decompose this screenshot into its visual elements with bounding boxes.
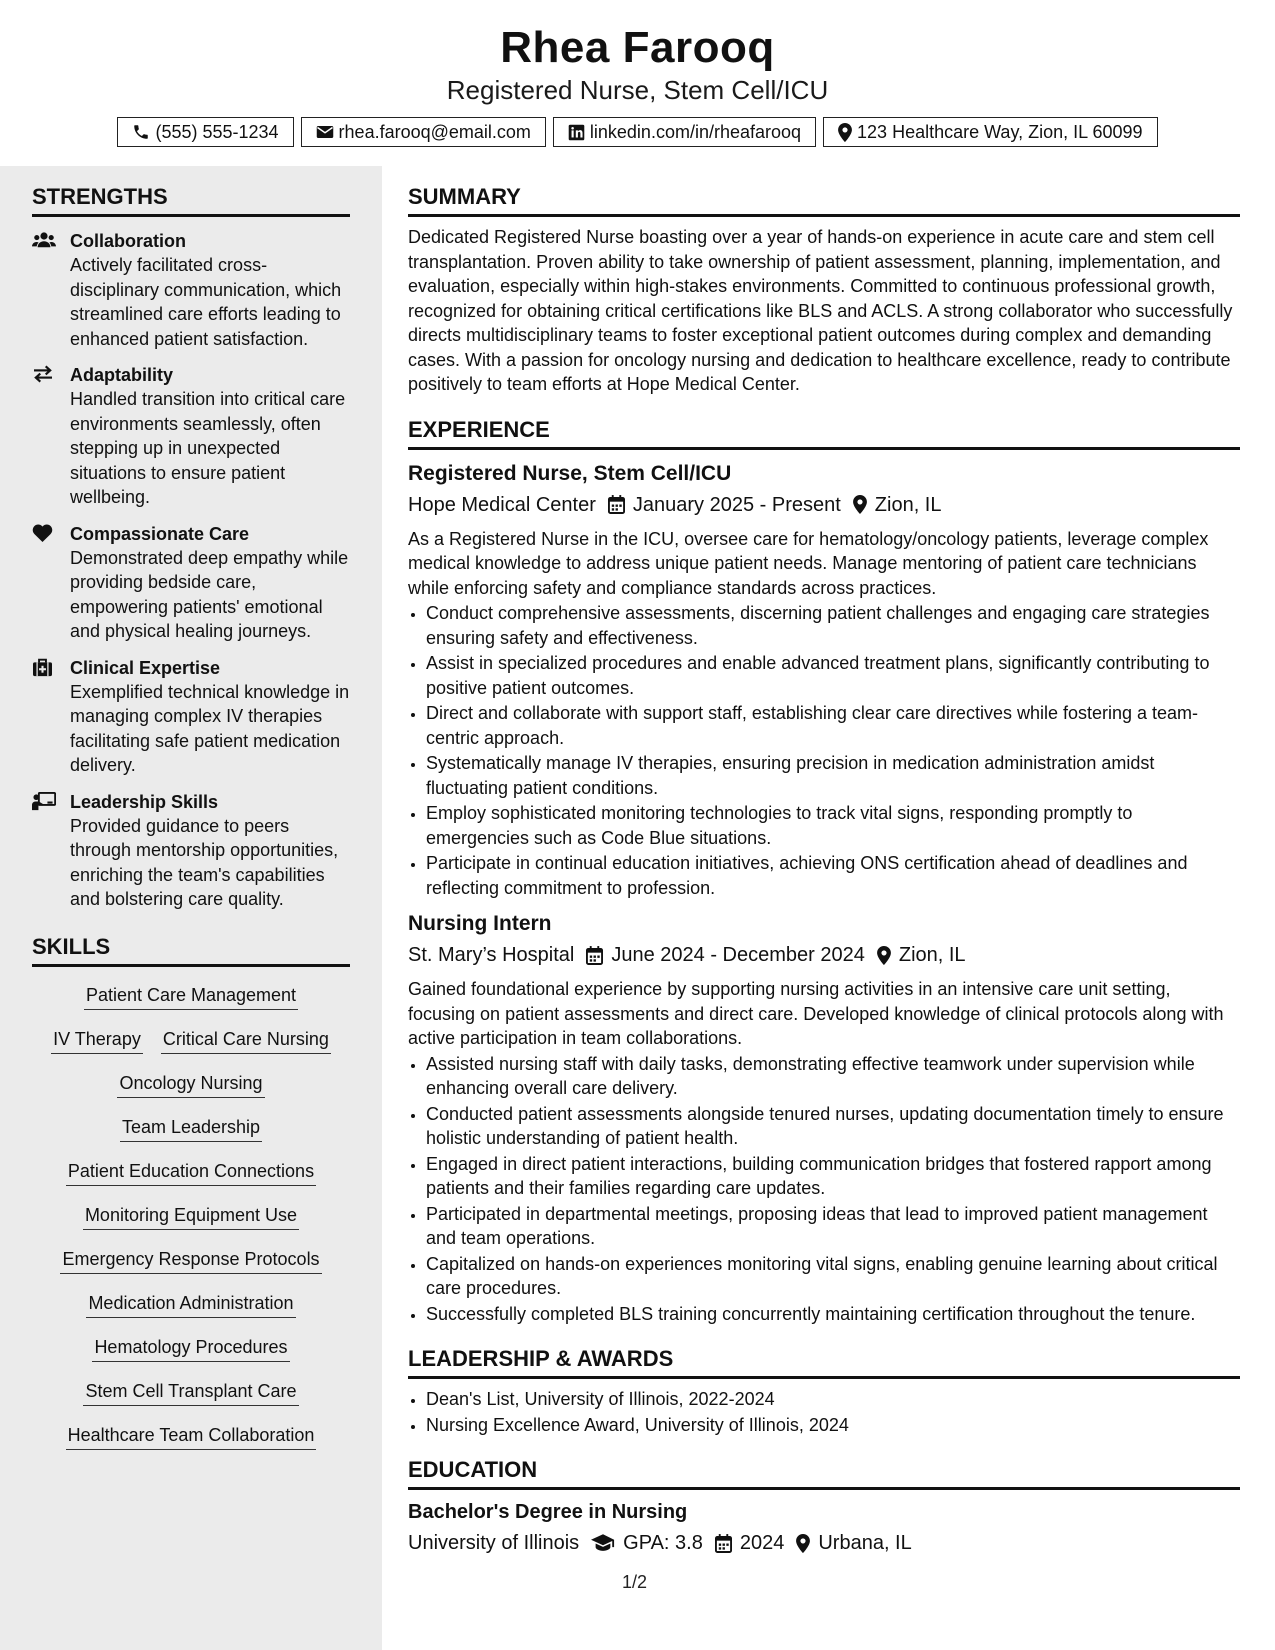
job-location: Zion, IL (898, 944, 966, 966)
skill-tag: Team Leadership (120, 1115, 262, 1142)
skill-row (32, 983, 350, 1010)
contact-bar (0, 117, 1275, 147)
strength-desc: Demonstrated deep empathy while providing bedside care, empowering patients' emotional and physical healing journeys. (70, 547, 349, 641)
job-description: Gained foundational experience by supporting nursing activities in an intensive care unit setting, focusing on patient assessments and direct care. Developed knowledge of clinical protocols along with active participation in team collaborations. (408, 979, 1224, 1048)
skill-row (32, 1379, 350, 1406)
job-bullets (408, 601, 1240, 900)
list-item: • Conducted patient assessments alongside tenured nurses, updating documentation timely to ensure holistic understanding of patient health. (426, 1102, 1240, 1151)
gpa: GPA: 3.8 (623, 1532, 703, 1554)
strengths-heading: STRENGTHS (32, 184, 350, 217)
sidebar (0, 166, 382, 1650)
skill-tag: Critical Care Nursing (161, 1027, 331, 1054)
phone-icon (132, 123, 150, 141)
contact-address[interactable] (823, 117, 1158, 147)
strength-title: Collaboration (70, 231, 186, 251)
map-pin-icon (796, 1534, 810, 1553)
skill-row (32, 1291, 350, 1318)
skills-heading: SKILLS (32, 934, 350, 967)
skill-row (32, 1247, 350, 1274)
strength-item (32, 522, 350, 644)
skill-row (32, 1071, 350, 1098)
skill-tag: Monitoring Equipment Use (83, 1203, 299, 1230)
job-company: Hope Medical Center (408, 493, 596, 516)
awards-list (408, 1387, 1240, 1437)
graduation-year: 2024 (739, 1532, 785, 1554)
experience-heading: EXPERIENCE (408, 417, 1240, 450)
contact-email-text: rhea.farooq@email.com (338, 121, 531, 142)
school-location: Urbana, IL (818, 1532, 912, 1554)
linkedin-icon (568, 124, 585, 141)
job-title: Nursing Intern (408, 912, 552, 935)
strength-item (32, 790, 350, 912)
list-item: • Nursing Excellence Award, University of Illinois, 2024 (426, 1413, 1240, 1438)
summary-section (408, 184, 1240, 397)
summary-heading: SUMMARY (408, 184, 1240, 217)
strength-title: Leadership Skills (70, 791, 219, 812)
teacher-board-icon (32, 790, 70, 912)
school-name: University of Illinois (408, 1532, 580, 1554)
contact-address-text: 123 Healthcare Way, Zion, IL 60099 (857, 121, 1143, 142)
skill-row (32, 1423, 350, 1450)
skill-tag: IV Therapy (51, 1027, 143, 1054)
list-item: • Dean's List, University of Illinois, 2022-2024 (426, 1387, 1240, 1412)
contact-phone-text: (555) 555-1234 (155, 121, 279, 142)
skills-list (32, 983, 350, 1450)
map-pin-icon (877, 946, 891, 965)
strength-desc: Exemplified technical knowledge in managing complex IV therapies facilitating safe patient medication delivery. (70, 681, 350, 775)
education-section (408, 1457, 1240, 1557)
strength-desc: Handled transition into critical care environments seamlessly, often stepping up in unexpected situations to ensure patient wellbeing. (70, 389, 346, 507)
experience-section (408, 417, 1240, 1327)
contact-email[interactable] (301, 117, 546, 147)
skill-tag: Hematology Procedures (92, 1335, 289, 1362)
degree-title: Bachelor's Degree in Nursing (408, 1501, 688, 1523)
heart-icon (32, 522, 70, 644)
main-content (408, 166, 1240, 1557)
skill-row (32, 1203, 350, 1230)
list-item: • Participate in continual education initiatives, achieving ONS certification ahead of deadlines and reflecting commitment to profession. (426, 851, 1240, 900)
envelope-icon (316, 124, 334, 140)
job-location: Zion, IL (874, 493, 942, 516)
medical-kit-icon (32, 656, 70, 778)
strength-item (32, 363, 350, 510)
awards-heading: LEADERSHIP & AWARDS (408, 1346, 1240, 1379)
strength-title: Adaptability (70, 365, 174, 385)
list-item: • Participated in departmental meetings, proposing ideas that lead to improved patient management and team operations. (426, 1202, 1240, 1251)
skill-row (32, 1115, 350, 1142)
list-item: • Conduct comprehensive assessments, discerning patient challenges and engaging care strategies ensuring safety and effectiveness. (426, 601, 1240, 650)
job-description: As a Registered Nurse in the ICU, oversee care for hematology/oncology patients, leverage complex medical knowledge to address unique patient needs. Manage mentoring of patient care technicians while enforcing safety and compliance standards across practices. (408, 528, 1209, 598)
list-item: • Employ sophisticated monitoring technologies to track vital signs, responding promptly to emergencies such as Code Blue situations. (426, 801, 1240, 850)
contact-phone[interactable] (117, 117, 293, 147)
resume-header (0, 0, 1275, 166)
strength-desc: Provided guidance to peers through mentorship opportunities, enriching the team's capabilities and bolstering care quality. (70, 815, 339, 909)
contact-linkedin-text: linkedin.com/in/rheafarooq (589, 121, 802, 142)
candidate-name: Rhea Farooq (500, 23, 775, 72)
calendar-icon (586, 946, 603, 965)
strengths-section (0, 166, 382, 912)
skill-tag: Emergency Response Protocols (60, 1247, 321, 1274)
map-pin-icon (838, 123, 852, 142)
candidate-title: Registered Nurse, Stem Cell/ICU (446, 75, 829, 105)
awards-section (408, 1346, 1240, 1437)
strength-title: Compassionate Care (70, 523, 250, 544)
job-meta (408, 941, 1240, 969)
skill-row (32, 1335, 350, 1362)
list-item: • Direct and collaborate with support staff, establishing clear care directives while fostering a team-centric approach. (426, 701, 1240, 750)
list-item: • Capitalized on hands-on experiences monitoring vital signs, enabling genuine learning about critical care procedures. (426, 1252, 1240, 1301)
job-entry (408, 460, 1240, 901)
education-meta (408, 1529, 1240, 1557)
page-number: 1/2 (622, 1572, 648, 1592)
map-pin-icon (853, 495, 867, 514)
job-bullets (408, 1052, 1240, 1327)
strength-desc: Actively facilitated cross-disciplinary communication, which streamlined care efforts leading to enhanced patient satisfaction. (70, 255, 342, 349)
summary-text: Dedicated Registered Nurse boasting over a year of hands-on experience in acute care and stem cell transplantation. Proven ability to take ownership of patient assessment, planning, implementation, and evaluation, especially within high-stakes environments. Committed to continuous professional growth, recognized for obtaining critical certifications like BLS and ACLS. A strong collaborator who successfully directs multidisciplinary teams to foster exceptional patient outcomes during complex and demanding cases. With a passion for oncology nursing and dedication to healthcare excellence, ready to contribute positively to team efforts at Hope Medical Center. (408, 227, 1233, 394)
skill-tag: Medication Administration (86, 1291, 295, 1318)
arrows-exchange-icon (32, 363, 70, 510)
strength-item (32, 229, 350, 351)
job-company: St. Mary’s Hospital (408, 944, 575, 966)
skill-tag: Healthcare Team Collaboration (66, 1423, 317, 1450)
education-heading: EDUCATION (408, 1457, 1240, 1490)
job-dates: June 2024 - December 2024 (611, 944, 865, 966)
calendar-icon (715, 1534, 732, 1553)
list-item: • Successfully completed BLS training concurrently maintaining certification throughout the tenure. (426, 1302, 1240, 1327)
users-icon (32, 229, 70, 351)
skill-tag: Patient Care Management (84, 983, 298, 1010)
strength-item (32, 656, 350, 778)
skills-section (0, 912, 382, 1450)
job-entry (408, 910, 1240, 1326)
job-dates: January 2025 - Present (632, 493, 841, 516)
graduation-cap-icon (591, 1534, 615, 1552)
list-item: • Systematically manage IV therapies, ensuring precision in medication administration amidst fluctuating patient conditions. (426, 751, 1240, 800)
list-item: • Assist in specialized procedures and enable advanced treatment plans, significantly contributing to positive patient outcomes. (426, 651, 1240, 700)
strength-title: Clinical Expertise (70, 657, 221, 678)
job-meta (408, 491, 1240, 519)
list-item: • Assisted nursing staff with daily tasks, demonstrating effective teamwork under supervision while enhancing overall care delivery. (426, 1052, 1240, 1101)
job-title: Registered Nurse, Stem Cell/ICU (408, 461, 732, 485)
list-item: • Engaged in direct patient interactions, building communication bridges that fostered rapport among patients and their families regarding care updates. (426, 1152, 1240, 1201)
calendar-icon (608, 495, 625, 514)
skill-row (32, 1159, 350, 1186)
skill-tag: Oncology Nursing (117, 1071, 264, 1098)
skill-tag: Stem Cell Transplant Care (83, 1379, 298, 1406)
skill-tag: Patient Education Connections (66, 1159, 316, 1186)
contact-linkedin[interactable] (553, 117, 816, 147)
